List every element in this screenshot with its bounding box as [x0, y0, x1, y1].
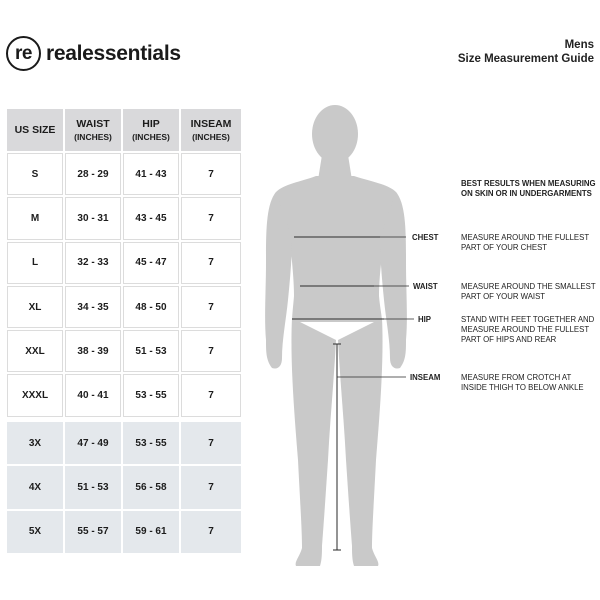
waist-label: WAIST	[413, 282, 438, 291]
cell-inseam: 7	[180, 421, 242, 465]
header-sub: (INCHES)	[74, 131, 112, 142]
table-header-row	[6, 108, 242, 152]
cell-hip: 51 - 53	[122, 329, 180, 373]
cell-size: XXL	[6, 329, 64, 373]
cell-hip: 53 - 55	[122, 373, 180, 417]
hip-description: STAND WITH FEET TOGETHER AND MEASURE AROUND THE FULLEST PART OF HIPS AND REAR	[461, 315, 595, 344]
cell-inseam: 7	[180, 152, 242, 196]
cell-inseam: 7	[180, 373, 242, 417]
header-waist	[64, 108, 122, 152]
cell-hip: 45 - 47	[122, 241, 180, 285]
inseam-description: MEASURE FROM CROTCH AT INSIDE THIGH TO BELOW ANKLE	[461, 373, 584, 392]
page-title	[458, 38, 594, 66]
table-row	[6, 241, 242, 285]
cell-hip: 59 - 61	[122, 510, 180, 554]
cell-hip: 48 - 50	[122, 285, 180, 329]
header-us-size	[6, 108, 64, 152]
cell-hip: 53 - 55	[122, 421, 180, 465]
cell-inseam: 7	[180, 285, 242, 329]
inseam-label: INSEAM	[410, 373, 441, 382]
cell-waist: 51 - 53	[64, 465, 122, 509]
header-inseam	[180, 108, 242, 152]
table-row	[6, 196, 242, 240]
cell-inseam: 7	[180, 241, 242, 285]
cell-inseam: 7	[180, 510, 242, 554]
body-silhouette	[265, 105, 407, 566]
hip-label: HIP	[418, 315, 431, 324]
header-main: HIP	[142, 117, 160, 130]
table-row	[6, 465, 242, 509]
header-main: INSEAM	[190, 117, 232, 130]
cell-size: 3X	[6, 421, 64, 465]
cell-hip: 56 - 58	[122, 465, 180, 509]
chest-description: MEASURE AROUND THE FULLEST PART OF YOUR CHEST	[461, 233, 589, 252]
logo-mark: re	[6, 36, 41, 71]
table-row	[6, 329, 242, 373]
cell-waist: 40 - 41	[64, 373, 122, 417]
best-results-note: BEST RESULTS WHEN MEASURING ON SKIN OR IN UNDERGARMENTS	[461, 179, 596, 198]
table-row	[6, 510, 242, 554]
cell-size: 5X	[6, 510, 64, 554]
logo-text: realessentials	[46, 41, 181, 65]
cell-waist: 55 - 57	[64, 510, 122, 554]
big-size-table	[5, 420, 243, 555]
cell-waist: 30 - 31	[64, 196, 122, 240]
cell-hip: 41 - 43	[122, 152, 180, 196]
cell-size: L	[6, 241, 64, 285]
table-row	[6, 152, 242, 196]
cell-hip: 43 - 45	[122, 196, 180, 240]
cell-waist: 38 - 39	[64, 329, 122, 373]
table-row	[6, 421, 242, 465]
table-row	[6, 285, 242, 329]
header-hip	[122, 108, 180, 152]
header-main: US SIZE	[14, 123, 56, 136]
table-row	[6, 373, 242, 417]
cell-waist: 34 - 35	[64, 285, 122, 329]
cell-waist: 47 - 49	[64, 421, 122, 465]
size-table	[5, 107, 243, 419]
header-main: WAIST	[76, 117, 110, 130]
cell-size: M	[6, 196, 64, 240]
waist-description: MEASURE AROUND THE SMALLEST PART OF YOUR WAIST	[461, 282, 596, 301]
cell-waist: 32 - 33	[64, 241, 122, 285]
cell-inseam: 7	[180, 329, 242, 373]
cell-size: XL	[6, 285, 64, 329]
header-sub: (INCHES)	[192, 131, 230, 142]
cell-size: S	[6, 152, 64, 196]
title-line-1: Mens	[564, 39, 594, 51]
chest-label: CHEST	[412, 233, 439, 242]
cell-waist: 28 - 29	[64, 152, 122, 196]
brand-logo	[6, 36, 181, 71]
header-sub: (INCHES)	[132, 131, 170, 142]
title-line-2: Size Measurement Guide	[457, 53, 594, 65]
cell-size: XXXL	[6, 373, 64, 417]
cell-size: 4X	[6, 465, 64, 509]
cell-inseam: 7	[180, 196, 242, 240]
cell-inseam: 7	[180, 465, 242, 509]
